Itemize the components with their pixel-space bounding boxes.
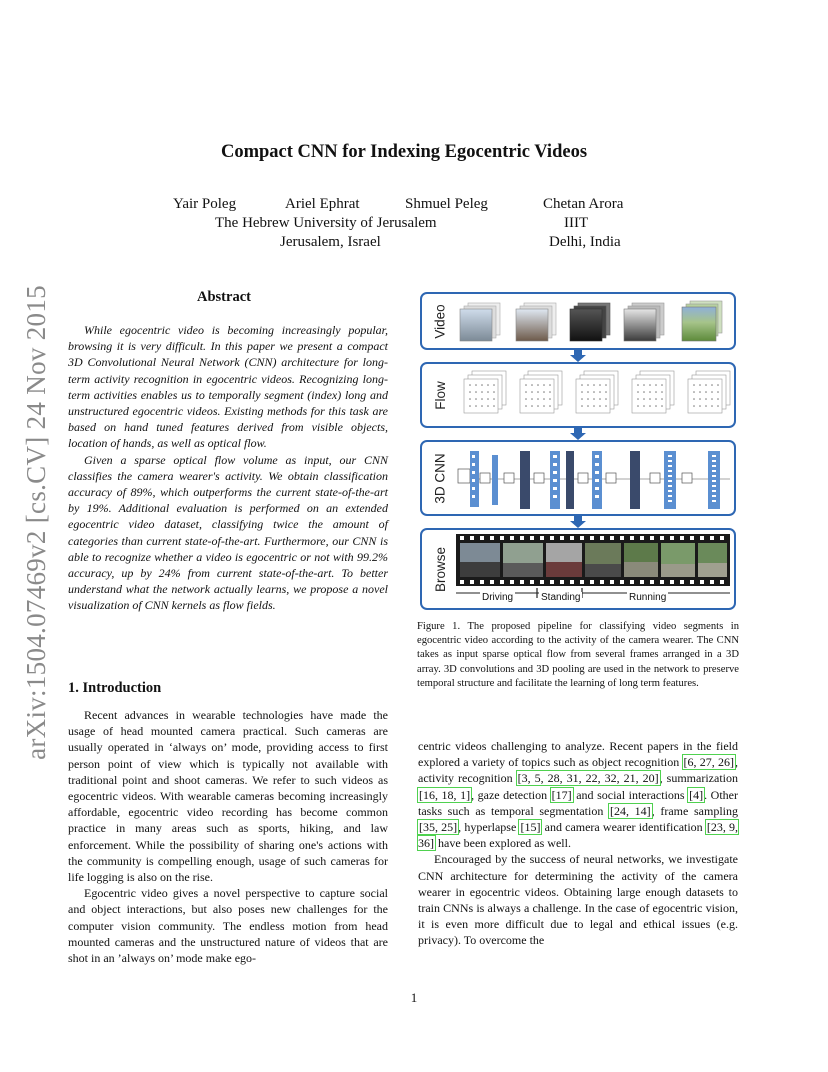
panel-label-text: Flow <box>432 380 448 410</box>
author-name: Yair Poleg <box>173 196 237 212</box>
panel-label-text: 3D CNN <box>432 452 448 504</box>
figure-caption: Figure 1. The proposed pipeline for classifying video segments in egocentric video according to the activity of the camera wearer. The CNN takes as input sparse optical flow from several frames arranged in a 3D array. 3D convolutions and 3D pooling are used in the network to preserve temporal structure and facilitate the learning of long term features. <box>417 621 739 689</box>
panel-label <box>426 294 454 348</box>
down-arrow-icon <box>570 428 586 440</box>
text-run: . Other tasks such as temporal segmentation <box>418 787 739 818</box>
citation-link[interactable]: [24, 14] <box>610 803 651 818</box>
flow-volumes-illustration <box>454 365 734 425</box>
affiliation-place: Delhi, India <box>549 234 621 250</box>
citation-link[interactable]: [4] <box>689 787 704 802</box>
filmstrip-illustration <box>454 532 732 588</box>
abstract-text: Given a sparse optical flow volume as input, our CNN classifies the camera wearer's activity. We obtain classification accuracy of 89%, which outperforms the current state-of-the-art by 19%. Additional evaluation is performed on an extended egocentric video dataset, classifying twice the amount of categories than current state-of-the-art. Furthermore, our CNN is able to recognize whether a video is egocentric or not with 99.2% accuracy, up by 24% from current state-of-the-art. To better understand what the network actually learns, we propose a novel visualization of CNN kernels as flow fields. <box>68 452 388 613</box>
abstract-heading: Abstract <box>197 289 251 305</box>
citation-link[interactable]: [6, 27, 26] <box>683 755 734 770</box>
affiliation-name: IIIT <box>564 215 589 231</box>
page-number: 1 <box>410 990 418 1005</box>
down-arrow-icon <box>570 350 586 362</box>
timeline-label: Running <box>629 592 667 603</box>
flow-panel <box>420 362 736 428</box>
text-run: and camera wearer identification <box>541 820 706 835</box>
panel-label <box>426 364 454 426</box>
body-text: Egocentric video gives a novel perspective to capture social and object interactions, but also poses new challenges for the computer vision community. The endless motion from head mounted cameras and the unstructured nature of videos that are shot in an ’always on’ mode make ego- <box>68 886 388 966</box>
abstract-paragraph <box>68 322 388 614</box>
down-arrow-icon <box>570 516 586 528</box>
arxiv-stamp <box>16 282 56 762</box>
browse-panel <box>420 528 736 610</box>
panel-label-text: Video <box>432 303 448 339</box>
citation-link[interactable]: [15] <box>520 820 541 835</box>
text-run: have been explored as well. <box>435 836 571 851</box>
body-text: Recent advances in wearable technologies have made the usage of head mounted camera practical. Such cameras are usually operated in ‘always on’ mode, providing access to first person point of view which is typically not available with traditional point and shoot cameras. We refer to such videos as egocentric videos. With wearable cameras becoming increasingly affordable, egocentric video recording has become common practice in many areas such as sports, hiking, and law enforcement. While the possibility of sharing one's actions with the community is compelling enough, usage of such cameras for life logging is also on the rise. <box>68 708 388 885</box>
video-frames-illustration <box>454 295 734 347</box>
author-name: Chetan Arora <box>543 196 624 212</box>
body-text: Encouraged by the success of neural networks, we investigate CNN architecture for determining the activity of the camera wearer in egocentric videos. Obtaining large enough datasets to train CNNs is always a challenge. In the case of egocentric vision, it is even more difficult due to legal and ethical issues (e.g. privacy). To overcome the <box>418 852 738 948</box>
author-name: Ariel Ephrat <box>285 196 360 212</box>
citation-link[interactable]: [35, 25] <box>419 820 458 835</box>
panel-label <box>426 442 454 514</box>
text-run: , hyperlapse <box>458 820 520 835</box>
intro-left-column <box>68 707 388 966</box>
text-run: , gaze detection <box>471 787 551 802</box>
body-text <box>418 738 738 851</box>
text-run: centric videos challenging to analyze. Recent papers in the field explored a variety of topics such as object recognition <box>418 739 738 770</box>
citation-link[interactable]: [17] <box>551 787 572 802</box>
affiliation-place: Jerusalem, Israel <box>280 234 381 250</box>
citation-link[interactable]: [16, 18, 1] <box>419 787 471 802</box>
text-run: , frame sampling <box>651 803 738 818</box>
author-name: Shmuel Peleg <box>405 196 488 212</box>
citation-link[interactable]: [23, 9, 36] <box>418 820 738 851</box>
panel-label-text: Browse <box>432 546 448 592</box>
figure-1-pipeline <box>420 290 738 610</box>
intro-right-column <box>418 738 738 949</box>
text-run: , summarization <box>659 771 738 786</box>
panel-label <box>426 530 454 608</box>
cnn-panel <box>420 440 736 516</box>
text-run: and social interactions <box>572 787 689 802</box>
video-panel <box>420 292 736 350</box>
timeline-label: Driving <box>482 592 514 603</box>
timeline-label: Standing <box>541 592 581 603</box>
affiliation-name: The Hebrew University of Jerusalem <box>215 215 437 231</box>
cnn-architecture-illustration <box>454 443 734 513</box>
abstract-text: While egocentric video is becoming increasingly popular, browsing it is very difficult. In this paper we present a compact 3D Convolutional Neural Network (CNN) architecture for long-term activity recognition in egocentric videos. Recognizing long-term activities enables us to temporally segment (index) long and unstructured egocentric videos. Existing methods for this task are based on hand tuned features derived from visible objects, location of hands, as well as optical flow. <box>68 323 388 451</box>
paper-title: Compact CNN for Indexing Egocentric Videos <box>220 142 588 162</box>
text-run: , activity recognition <box>418 755 738 786</box>
citation-link[interactable]: [3, 5, 28, 31, 22, 32, 21, 20] <box>517 771 659 786</box>
section-heading: 1. Introduction <box>68 680 162 696</box>
arxiv-id: arXiv:1504.07469v2 [cs.CV] 24 Nov 2015 <box>20 284 51 760</box>
